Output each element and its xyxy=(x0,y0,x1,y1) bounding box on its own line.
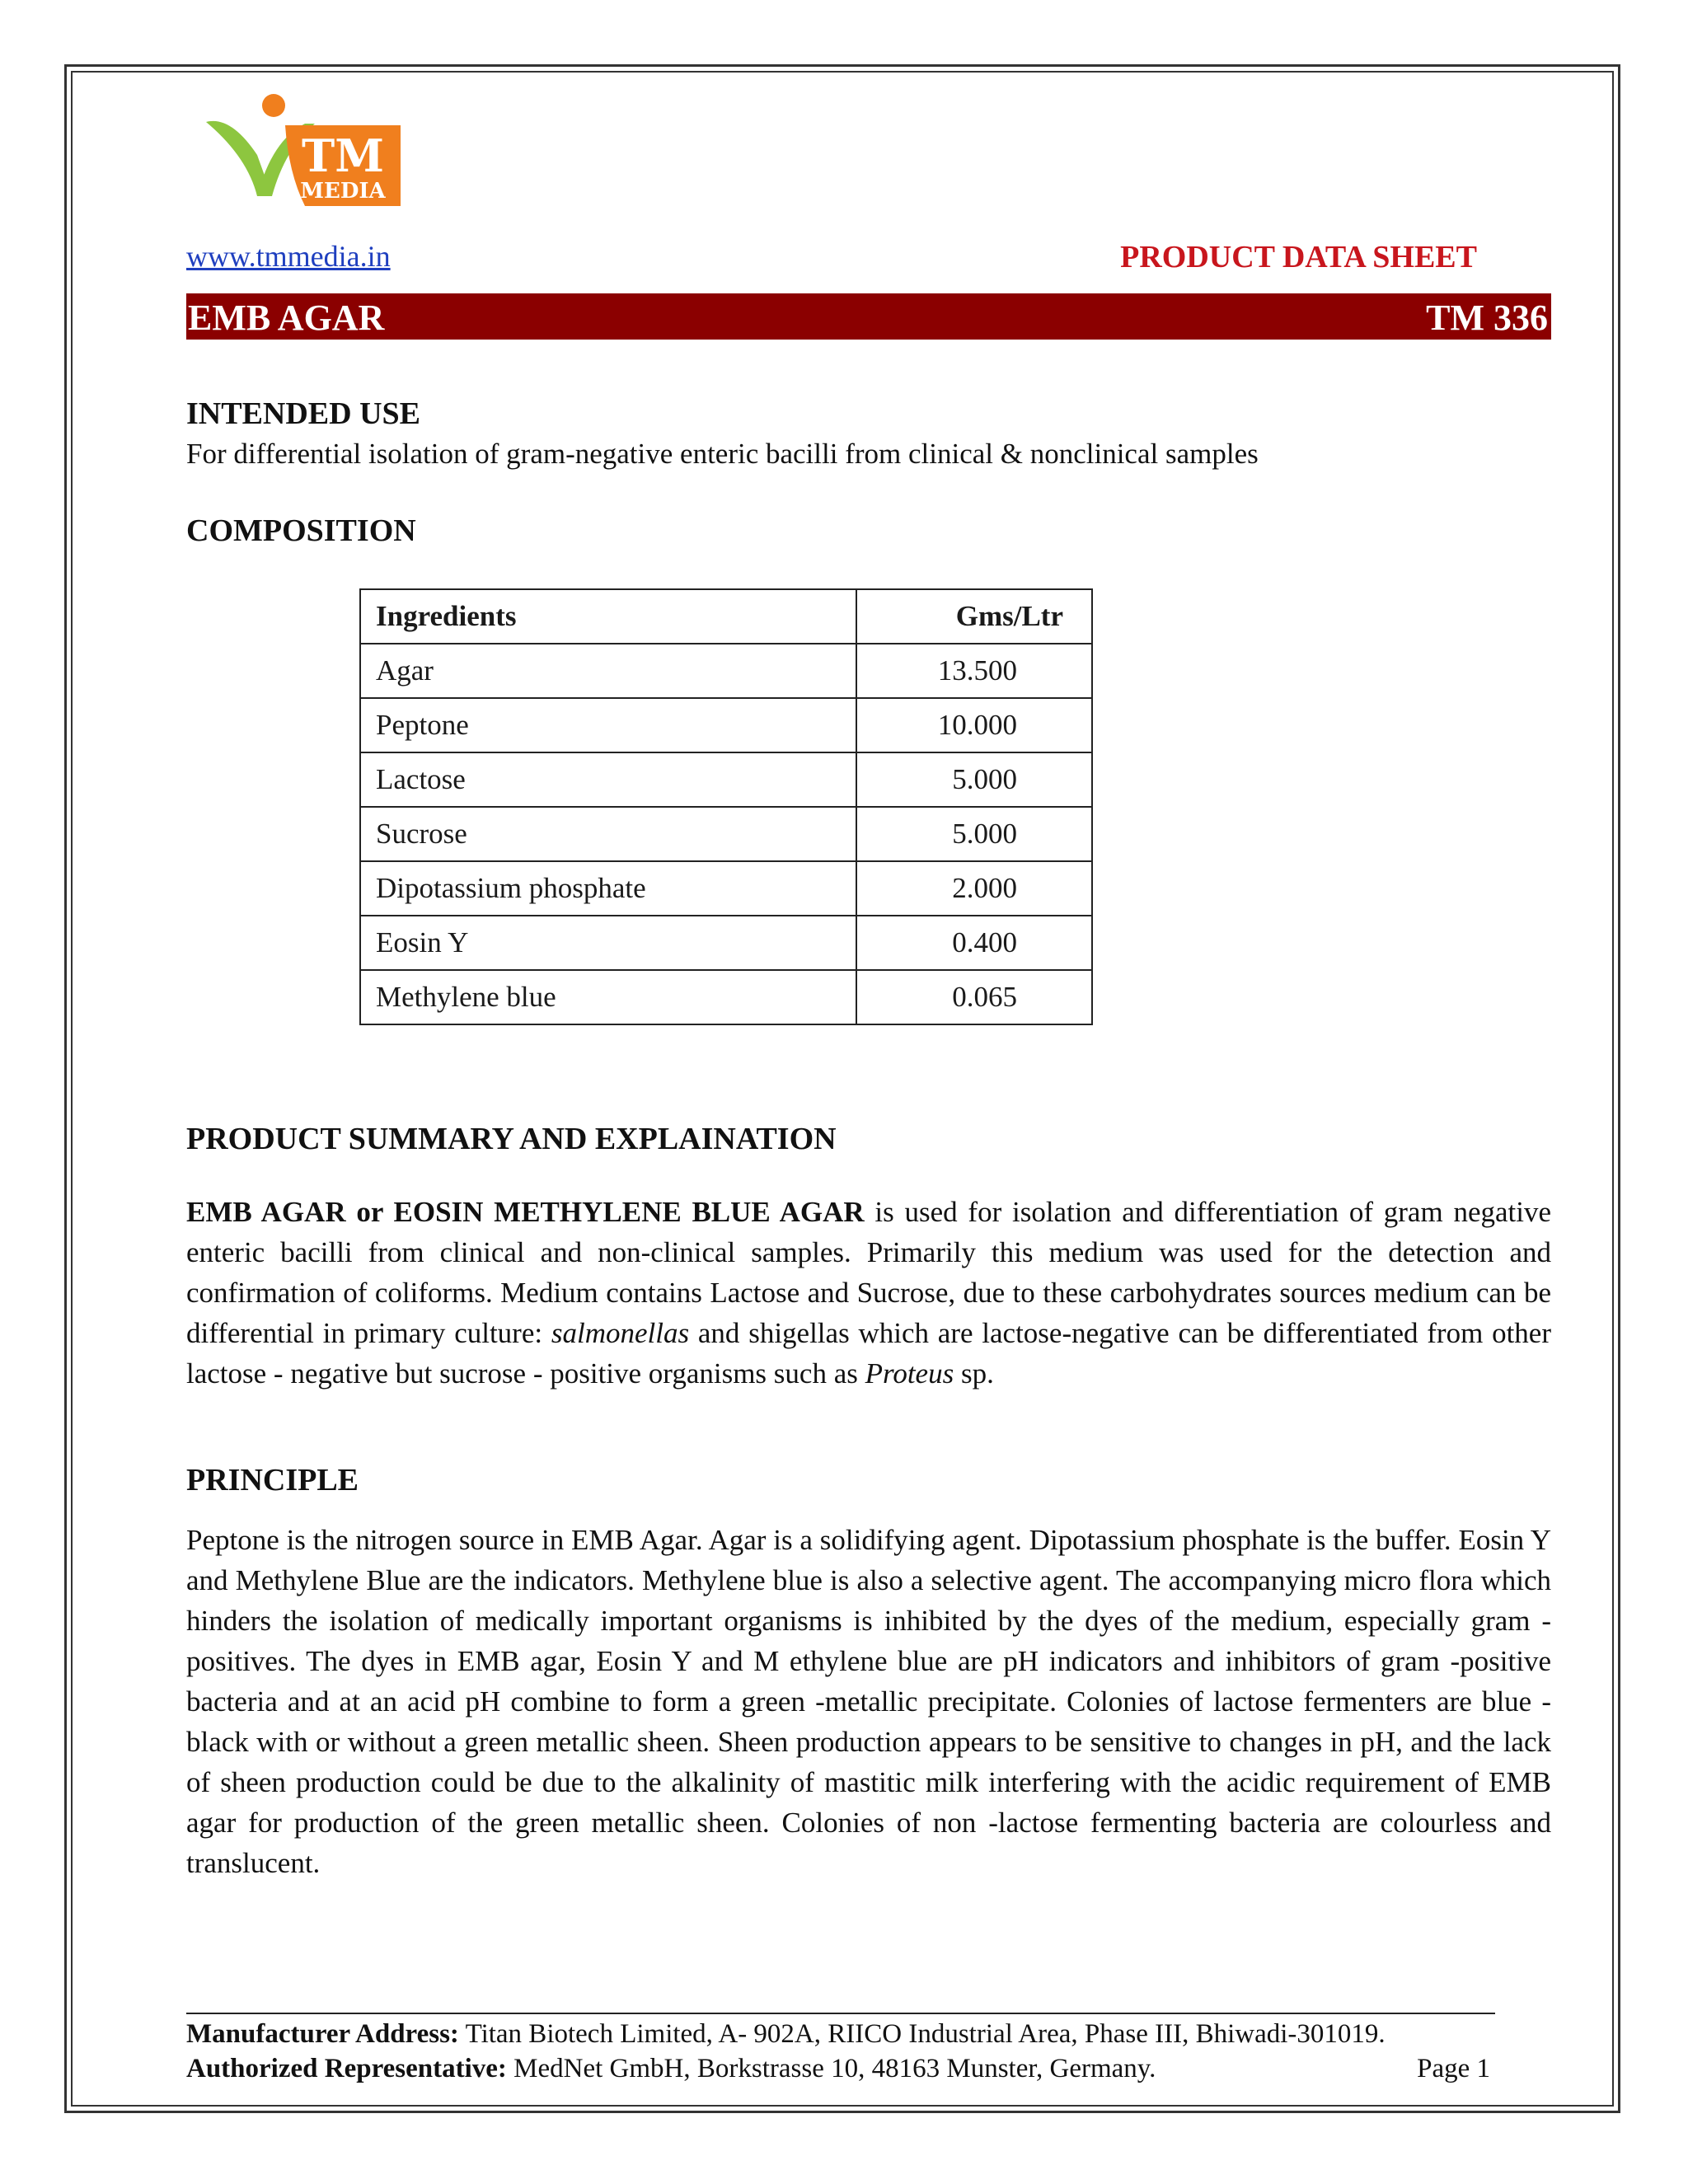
ingredient-name: Sucrose xyxy=(360,807,856,861)
table-row xyxy=(360,698,1092,752)
table-row xyxy=(360,807,1092,861)
ingredient-name: Peptone xyxy=(360,698,856,752)
table-row xyxy=(360,752,1092,807)
principle-heading: PRINCIPLE xyxy=(186,1463,359,1497)
intended-use-heading: INTENDED USE xyxy=(186,396,421,431)
ingredient-name: Agar xyxy=(360,644,856,698)
ingredient-name: Methylene blue xyxy=(360,970,856,1024)
ingredient-value: 13.500 xyxy=(856,644,1092,698)
page-number: Page 1 xyxy=(1417,2054,1490,2083)
summary-paragraph: EMB AGAR or EOSIN METHYLENE BLUE AGAR is used for isolation and differentiation of gram negative enteric bacilli from clinical and non-clinical samples. Primarily this medium was used for the detection and confirmation of coliforms. Medium contains Lactose and Sucrose, due to these carbohydrates sources medium can be differential in primary culture: salmonellas and shigellas which are lactose-negative can be differentiated from other lactose - negative but sucrose - positive organisms such as Proteus sp. xyxy=(186,1196,1551,1390)
ingredients-column-header: Ingredients xyxy=(360,589,856,644)
composition-table xyxy=(359,588,1093,1025)
svg-text:MEDIA: MEDIA xyxy=(300,179,386,204)
ingredient-value: 10.000 xyxy=(856,698,1092,752)
table-row xyxy=(360,916,1092,970)
manufacturer-address: Manufacturer Address: Titan Biotech Limited, A- 902A, RIICO Industrial Area, Phase III, Bhiwadi-301019. xyxy=(186,2019,1386,2049)
sheet-type-label: PRODUCT DATA SHEET xyxy=(1120,240,1477,274)
composition-heading: COMPOSITION xyxy=(186,513,416,548)
title-bar xyxy=(186,293,1551,340)
summary-lead: EMB AGAR or EOSIN METHYLENE BLUE AGAR xyxy=(186,1196,865,1228)
ingredient-value: 5.000 xyxy=(856,807,1092,861)
svg-text:TM: TM xyxy=(302,129,384,182)
footer-divider xyxy=(186,2013,1495,2014)
table-header-row xyxy=(360,589,1092,644)
ingredient-name: Dipotassium phosphate xyxy=(360,861,856,916)
amount-column-header: Gms/Ltr xyxy=(856,589,1092,644)
ingredient-name: Lactose xyxy=(360,752,856,807)
product-code: TM 336 xyxy=(1426,298,1548,338)
tm-media-logo xyxy=(206,91,420,206)
website-link[interactable]: www.tmmedia.in xyxy=(186,240,391,273)
intended-use-text: For differential isolation of gram-negative enteric bacilli from clinical & nonclinical samples xyxy=(186,438,1259,470)
ingredient-value: 2.000 xyxy=(856,861,1092,916)
table-row xyxy=(360,861,1092,916)
product-name: EMB AGAR xyxy=(188,298,385,338)
ingredient-value: 5.000 xyxy=(856,752,1092,807)
header-row xyxy=(186,239,1477,277)
ingredient-name: Eosin Y xyxy=(360,916,856,970)
authorized-representative: Authorized Representative: MedNet GmbH, Borkstrasse 10, 48163 Munster, Germany. Page 1 xyxy=(186,2054,1490,2083)
ingredient-value: 0.400 xyxy=(856,916,1092,970)
table-row xyxy=(360,644,1092,698)
table-row xyxy=(360,970,1092,1024)
summary-heading: PRODUCT SUMMARY AND EXPLAINATION xyxy=(186,1122,837,1156)
principle-paragraph: Peptone is the nitrogen source in EMB Agar. Agar is a solidifying agent. Dipotassium phosphate is the buffer. Eosin Y and Methylene Blue are the indicators. Methylene blue is also a selective agent. The accompanying micro flora which hinders the isolation of medically important organisms is inhibited by the dyes of the medium, especially gram -positives. The dyes in EMB agar, Eosin Y and M ethylene blue are pH indicators and inhibitors of gram -positive bacteria and at an acid pH combine to form a green -metallic precipitate. Colonies of lactose fermenters are blue -black with or without a green metallic sheen. Sheen production appears to be sensitive to changes in pH, and the lack of sheen production could be due to the alkalinity of mastitic milk interfering with the acidic requirement of EMB agar for production of the green metallic sheen. Colonies of non -lactose fermenting bacteria are colourless and translucent. xyxy=(186,1524,1551,1879)
ingredient-value: 0.065 xyxy=(856,970,1092,1024)
